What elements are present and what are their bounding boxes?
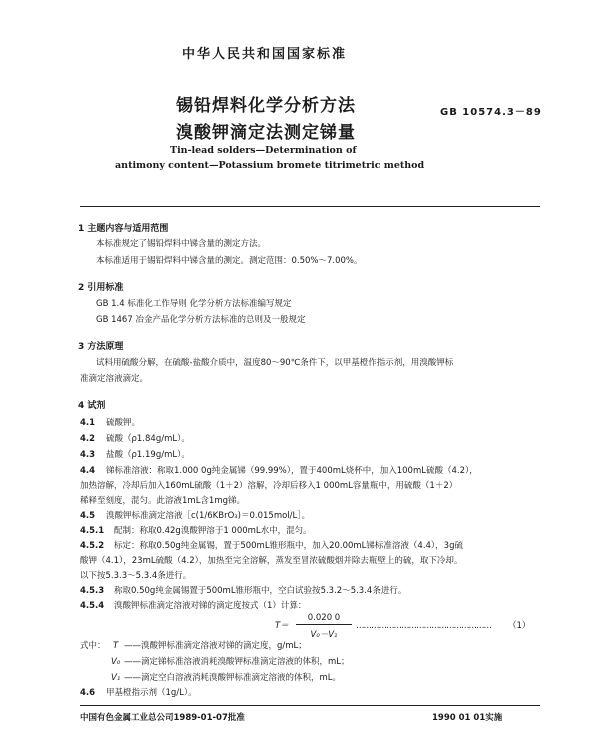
section-1-paragraph-2: 本标准适用于锡铅焊料中锑含量的测定。测定范围：0.50%～7.00%。 xyxy=(96,256,363,266)
item-4-4-number: 4.4 xyxy=(80,466,96,476)
bottom-divider xyxy=(80,705,540,706)
formula-leader-dots: ……………………………………………… xyxy=(356,622,491,631)
effective-date: 1990 01 01实施 xyxy=(432,713,503,723)
approval-statement: 中国有色金属工业总公司1989-01-07批准 xyxy=(80,713,245,723)
item-4-5-2-number: 4.5.2 xyxy=(80,541,105,551)
item-4-5-4-text: 溴酸钾标准滴定溶液对锑的滴定度按式（1）计算： xyxy=(114,601,307,611)
title-chinese-line2: 溴酸钾滴定法测定锑量 xyxy=(176,123,356,143)
item-4-5-3-number: 4.5.3 xyxy=(80,586,105,596)
formula-lhs: T＝ xyxy=(275,621,289,631)
section-3-paragraph-line1: 试料用硫酸分解，在硫酸-盐酸介质中，温度80～90℃条件下，以甲基橙作指示剂，用溴酸钾标 xyxy=(96,358,454,368)
top-divider xyxy=(80,206,540,207)
where-label: 式中： xyxy=(80,641,106,651)
item-4-4-text-line3: 稀释至刻度，混匀。此溶液1mL含1mg锑。 xyxy=(80,496,246,506)
item-4-5-4-number: 4.5.4 xyxy=(80,601,105,611)
where-symbol-v0: V₀ xyxy=(111,657,121,667)
where-symbol-v1: V₁ xyxy=(111,673,121,683)
item-4-4-text-line2: 加热溶解，冷却后加入160mL硫酸（1＋2）溶解，冷却后移入1 000mL容量瓶中，用硫酸（1＋2） xyxy=(80,481,458,491)
item-4-3-number: 4.3 xyxy=(80,450,96,460)
item-4-5-1-number: 4.5.1 xyxy=(80,526,105,536)
standard-organization: 中华人民共和国国家标准 xyxy=(182,47,348,62)
item-4-6-text: 甲基橙指示剂（1g/L）。 xyxy=(106,688,197,698)
formula-denominator: V₀－V₁ xyxy=(310,630,338,640)
where-symbol-t: T xyxy=(113,641,119,651)
reference-gb-1467: GB 1467 冶金产品化学分析方法标准的总则及一般规定 xyxy=(96,315,306,325)
section-1-paragraph-1: 本标准规定了锡铅焊料中锑含量的测定方法。 xyxy=(96,239,267,249)
item-4-5-2-text-line2: 酸钾（4.1），23mL硫酸（4.2），加热至完全溶解，蒸发至冒浓硫酸烟并除去瓶壁上的硫，取下冷却。 xyxy=(80,556,463,566)
item-4-2-number: 4.2 xyxy=(80,434,96,444)
title-english-line1: Tin-lead solders—Determination of xyxy=(170,145,357,156)
formula-numerator: 0.020 0 xyxy=(307,613,341,623)
item-4-3-text: 盐酸（ρ1.19g/mL）。 xyxy=(106,450,190,460)
where-definition-t: ——溴酸钾标准滴定溶液对锑的滴定度，g/mL； xyxy=(124,641,307,651)
section-4-title: 4 试剂 xyxy=(78,401,106,411)
formula-fraction-bar xyxy=(296,624,352,625)
section-2-title: 2 引用标准 xyxy=(78,283,124,293)
section-1-title: 1 主题内容与适用范围 xyxy=(78,224,169,234)
section-3-title: 3 方法原理 xyxy=(78,342,124,352)
item-4-1-text: 硫酸钾。 xyxy=(106,418,141,428)
item-4-2-text: 硫酸（ρ1.84g/mL）。 xyxy=(106,434,190,444)
section-3-paragraph-line2: 准滴定溶液滴定。 xyxy=(80,374,149,384)
item-4-5-1-text: 配制：称取0.42g溴酸钾溶于1 000mL水中，混匀。 xyxy=(114,526,312,536)
title-english-line2: antimony content—Potassium bromete titrimetric method xyxy=(115,160,425,171)
item-4-5-number: 4.5 xyxy=(80,511,96,521)
item-4-5-3-text: 称取0.50g纯金属锡置于500mL锥形瓶中，空白试验按5.3.2～5.3.4条进行。 xyxy=(114,586,407,596)
item-4-5-2-text-line3: 以下按5.3.3～5.3.4条进行。 xyxy=(80,571,192,581)
reference-gb-1-4: GB 1.4 标准化工作导则 化学分析方法标准编写规定 xyxy=(96,299,292,309)
item-4-4-text: 锑标准溶液：称取1.000 0g纯金属锑（99.99%），置于400mL烧杯中，加入100mL硫酸（4.2）， xyxy=(106,466,478,476)
formula-equation-number: （1） xyxy=(508,621,531,631)
where-definition-v1: ——滴定空白溶液消耗溴酸钾标准滴定溶液的体积，mL。 xyxy=(124,673,342,683)
item-4-5-2-text: 标定：称取0.50g纯金属锡，置于500mL锥形瓶中，加入20.00mL锑标准溶液（4.4），3g硫 xyxy=(114,541,463,551)
item-4-6-number: 4.6 xyxy=(80,688,96,698)
title-chinese-line1: 锡铅焊料化学分析方法 xyxy=(176,96,356,116)
standard-code: GB 10574.3－89 xyxy=(440,107,542,118)
item-4-1-number: 4.1 xyxy=(80,418,96,428)
item-4-5-text: 溴酸钾标准滴定溶液［c(1/6KBrO₃)＝0.015mol/L］。 xyxy=(106,511,311,521)
where-definition-v0: ——滴定锑标准溶液消耗溴酸钾标准滴定溶液的体积，mL； xyxy=(124,657,350,667)
